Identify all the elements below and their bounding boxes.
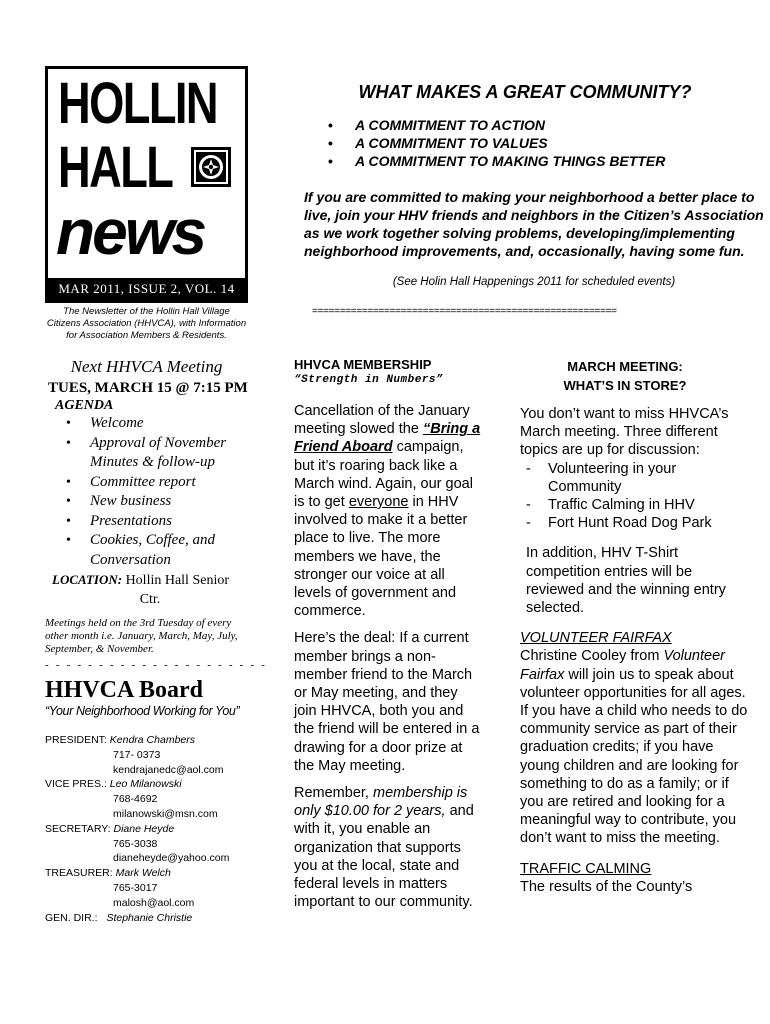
officer-general-director: [45, 911, 248, 926]
officer-name: Kendra Chambers: [109, 734, 195, 746]
officer-role: VICE PRES.:: [45, 778, 107, 791]
bullet-icon: •: [66, 474, 71, 490]
masthead-line-hall: HALL: [58, 135, 173, 200]
membership-paragraph: Remember, membership is only $10.00 for 2 years, and with it, you enable an organization that supports you at the local, state and federal levels in matters important to our community.: [294, 785, 474, 911]
officer-phone: 768-4692: [113, 793, 158, 806]
bullet-icon: •: [66, 416, 71, 431]
agenda-item: • Committee report: [66, 473, 248, 493]
bullet-icon: •: [328, 135, 333, 151]
officer-name: Diane Heyde: [113, 822, 175, 835]
officer-name: Leo Milanowski: [109, 778, 182, 791]
board-title: HHVCA Board: [45, 677, 204, 703]
officer-secretary: [45, 822, 248, 837]
volunteer-paragraph: Christine Cooley from Volunteer Fairfax will join us to speak about volunteer opportunities for all ages. If you have a child who needs to do community service as part of their graduation credits; if you have young children and are looking for something to do as a family; or if you are retired and looking for a meaningful way to contribute, you don’t want to miss the meeting.: [520, 648, 748, 847]
membership-paragraph: Cancellation of the January meeting slowed the “Bring a Friend Aboard campaign, but it’s roaring back like a March wind. Again, our goal is to get everyone in HHV involved to make it a better place to live. The more members we have, the stronger our voice at all levels of government and commerce.: [294, 403, 481, 620]
commitment-list: [328, 116, 665, 170]
officer-president: [45, 733, 248, 748]
issue-banner: MAR 2011, ISSUE 2, VOL. 14: [48, 278, 245, 300]
bullet-icon: •: [328, 117, 333, 133]
march-meeting-heading: MARCH MEETING: WHAT’S IN STORE?: [563, 359, 687, 393]
campaign-name: “Bring a Friend Aboard: [294, 421, 481, 456]
agenda-label: AGENDA: [55, 398, 114, 413]
masthead-line-hollin: HOLLIN: [58, 71, 218, 136]
volunteer-heading: VOLUNTEER FAIRFAX: [520, 630, 672, 647]
board-tagline: “Your Neighborhood Working for You”: [45, 704, 240, 718]
agenda-item: • Welcome: [66, 414, 248, 434]
commitment-item: • A COMMITMENT TO VALUES: [328, 135, 548, 151]
agenda-item: • Presentations: [66, 512, 248, 532]
meeting-title: Next HHVCA Meeting: [70, 357, 223, 376]
officer-treasurer: [45, 866, 248, 881]
officer-email: malosh@aol.com: [113, 896, 195, 909]
agenda-item: • New business: [66, 492, 248, 512]
officer-role: GEN. DIR.:: [45, 911, 98, 924]
masthead-logo: [45, 66, 248, 303]
page-headline: WHAT MAKES A GREAT COMMUNITY?: [358, 82, 692, 102]
traffic-heading: TRAFFIC CALMING: [520, 860, 652, 877]
officer-name: Stephanie Christie: [106, 911, 193, 924]
location-line1: Hollin Hall Senior: [125, 573, 229, 588]
bullet-icon: •: [66, 533, 71, 548]
topic-list: [520, 460, 750, 533]
membership-heading: HHVCA MEMBERSHIP: [294, 357, 432, 372]
officer-email: milanowski@msn.com: [113, 807, 218, 820]
intro-note: (See Holin Hall Happenings 2011 for scheduled events): [392, 276, 676, 288]
officer-role: SECRETARY:: [45, 822, 111, 835]
officer-list: [45, 733, 248, 925]
officer-role: PRESIDENT:: [45, 734, 107, 746]
intro-paragraph: If you are committed to making your neighborhood a better place to live, join your HHV friends and neighbors in the Citizen’s Association as we work together solving problems, developing/implementing neighborhood improvements, and, occasionally, having some fun.: [304, 189, 764, 259]
everyone-emphasis: everyone: [348, 494, 409, 511]
bullet-icon: •: [66, 494, 71, 509]
meeting-location: [52, 570, 248, 609]
masthead-caption: The Newsletter of the Hollin Hall Village Citizens Association (HHVCA), with Information for Association Members & Residents.: [46, 306, 247, 341]
membership-price: membership is only $10.00 for 2 years,: [294, 785, 468, 820]
meetings-schedule-note: Meetings held on the 3rd Tuesday of every other month i.e. January, March, May, July, September, & November.: [45, 617, 238, 655]
bullet-icon: •: [66, 513, 71, 529]
topic-item: - Traffic Calming in HHV: [526, 497, 695, 514]
officer-phone: 765-3017: [113, 881, 158, 894]
membership-article: [294, 402, 484, 920]
bullet-icon: •: [66, 435, 71, 451]
officer-vice-president: [45, 777, 248, 792]
commitment-item: • A COMMITMENT TO MAKING THINGS BETTER: [328, 153, 666, 169]
masthead-line-news: news: [56, 196, 205, 268]
officer-phone: 717- 0373: [113, 748, 161, 761]
agenda-item: • Cookies, Coffee, and Conversation: [66, 532, 215, 568]
meeting-date: TUES, MARCH 15 @ 7:15 PM: [48, 380, 248, 396]
commitment-item: • A COMMITMENT TO ACTION: [328, 117, 546, 133]
membership-paragraph: Here’s the deal: If a current member brings a non-member friend to the March or May meeting, and they join HHVCA, both you and the friend will be entered in a drawing for a door prize at the May meeting.: [294, 630, 480, 774]
march-meeting-article: [520, 405, 750, 896]
tshirt-paragraph: In addition, HHV T-Shirt competition entries will be reviewed and the winning entry selected.: [526, 545, 726, 617]
officer-email: kendrajanedc@aol.com: [113, 763, 224, 776]
officer-email: dianeheyde@yahoo.com: [113, 852, 230, 865]
membership-subheading: “Strength in Numbers”: [294, 374, 444, 386]
agenda-item: • Approval of November Minutes & follow-up: [66, 434, 227, 470]
topic-item: - Fort Hunt Road Dog Park: [526, 515, 712, 532]
agenda-list: [66, 414, 248, 570]
march-intro: You don’t want to miss HHVCA’s March meeting. Three different topics are up for discussion:: [520, 406, 729, 459]
officer-name: Mark Welch: [115, 867, 171, 880]
traffic-paragraph: The results of the County’s: [520, 878, 693, 895]
officer-phone: 765-3038: [113, 837, 158, 850]
dashed-divider: - - - - - - - - - - - - - - - - - - - - -: [45, 659, 268, 671]
volunteer-org: Volunteer Fairfax: [520, 648, 725, 683]
topic-item: - Volunteering in your Community: [526, 460, 677, 495]
bullet-icon: •: [328, 153, 333, 169]
location-line2: Ctr.: [139, 592, 161, 607]
masthead-seal-icon: [191, 147, 231, 187]
divider-rule: =======================================================: [312, 306, 617, 317]
officer-role: TREASURER:: [45, 867, 113, 880]
location-label: LOCATION:: [52, 572, 123, 587]
